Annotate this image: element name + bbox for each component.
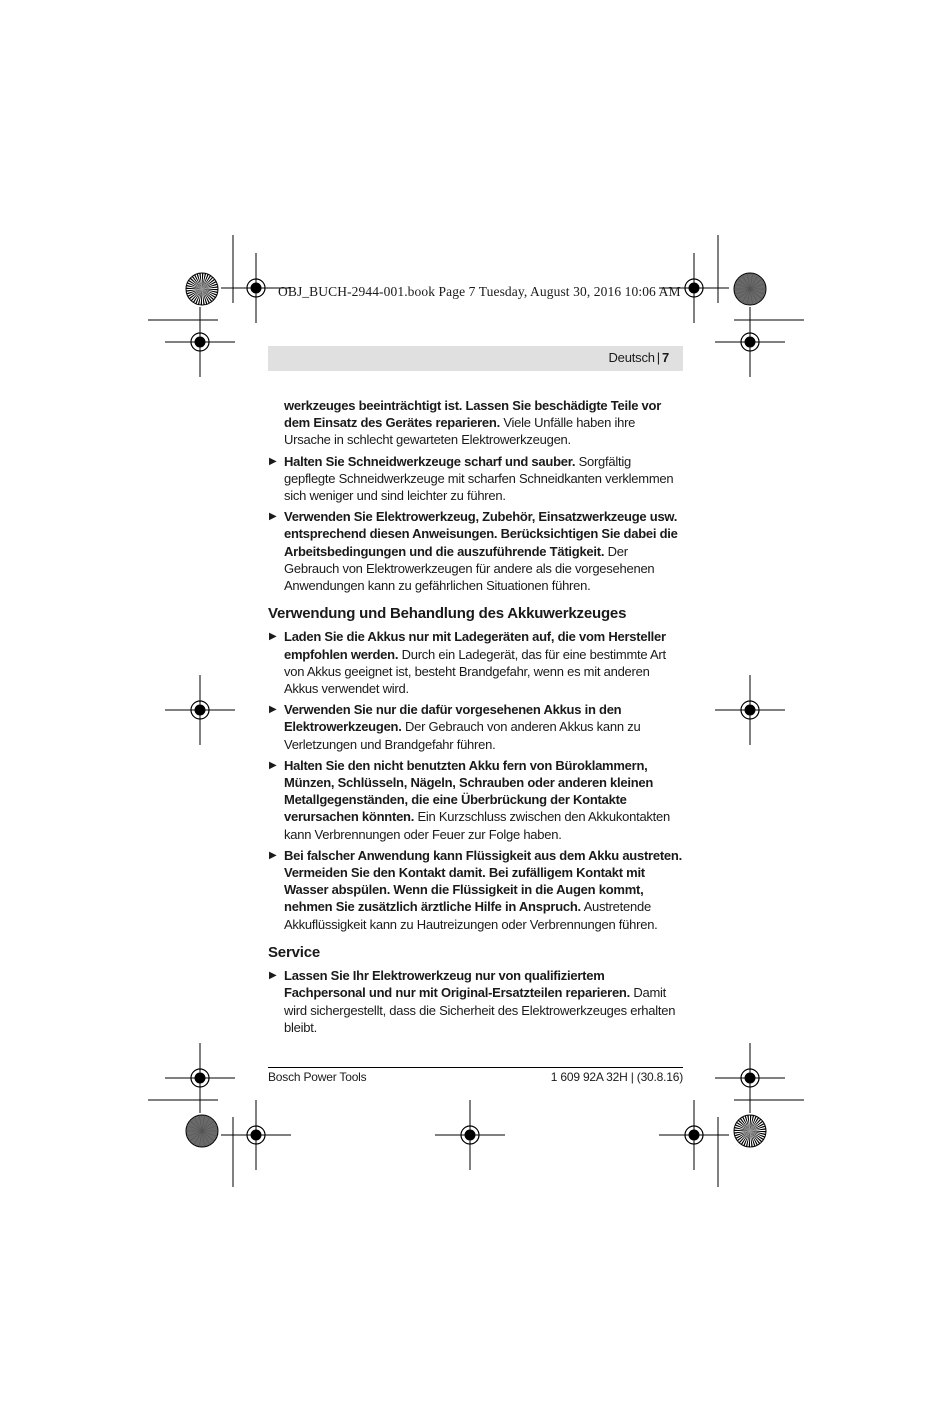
paragraph-text: Viele Unfälle haben ihre Ursache in schlecht gewarteten Elektrowerkzeugen. [284, 415, 636, 448]
paragraph-bold: Verwenden Sie nur die dafür vorgesehenen Akkus in den Elektrowerkzeugen. [284, 702, 622, 735]
list-item [269, 453, 683, 505]
list-item [269, 701, 683, 753]
paragraph-bold: Bei falscher Anwendung kann Flüssigkeit aus dem Akku austreten. Vermeiden Sie den Kontakt damit. Bei zufälligem Kontakt mit Wasser abspülen. Wenn die Flüssigkeit in die Augen kommt, nehmen Sie zusätzlich ärztliche Hilfe in Anspruch. [284, 847, 682, 915]
registration-mark-icon [165, 1043, 235, 1113]
registration-mark-icon [715, 675, 785, 745]
paragraph-bold: Laden Sie die Akkus nur mit Ladegeräten auf, die vom Hersteller empfohlen werden. [284, 629, 666, 662]
bullet-arrow-icon: ▶ [269, 631, 277, 643]
registration-mark-icon [715, 307, 785, 377]
bullet-arrow-icon: ▶ [269, 511, 277, 523]
bullet-arrow-icon: ▶ [269, 849, 277, 861]
bullet-arrow-icon: ▶ [269, 455, 277, 467]
list-item [269, 847, 683, 933]
registration-mark-icon [165, 307, 235, 377]
header-separator: | [656, 350, 660, 365]
bullet-arrow-icon: ▶ [269, 970, 277, 982]
grey-wheel-icon [186, 1115, 218, 1147]
grey-wheel-icon [734, 273, 766, 305]
paragraph-bold: Verwenden Sie Elektrowerkzeug, Zubehör, Einsatzwerkzeuge usw. entsprechend diesen Anweisungen. Berücksichtigen Sie dabei die Arbeitsbedingungen und die auszuführende Tätigkeit. [284, 509, 678, 559]
list-item [269, 508, 683, 594]
paragraph-bold: Halten Sie den nicht benutzten Akku fern von Büroklammern, Münzen, Schlüsseln, Nägeln, Schrauben oder anderen kleinen Metallgegenständen, die eine Überbrückung der Kontakte verursachen könnten. [284, 757, 654, 825]
slug-line: OBJ_BUCH-2944-001.book Page 7 Tuesday, August 30, 2016 10:06 AM [278, 284, 681, 299]
bullet-arrow-icon: ▶ [269, 704, 277, 716]
paragraph-text: Durch ein Ladegerät, das für eine bestimmte Art von Akkus geeignet ist, besteht Brandgefahr, wenn es mit anderen Akkus verwendet wird. [284, 646, 666, 697]
page-number: 7 [661, 350, 669, 365]
bullet-arrow-icon: ▶ [269, 759, 277, 771]
paragraph-text: Austretende Akkuflüssigkeit kann zu Hautreizungen oder Verbrennungen führen. [284, 899, 658, 932]
paragraph-text: Ein Kurzschluss zwischen den Akkukontakten kann Verbrennungen oder Feuer zur Folge haben. [284, 809, 670, 842]
paragraph-text: Damit wird sichergestellt, dass die Sicherheit des Elektrowerkzeuges erhalten bleibt. [284, 985, 676, 1035]
page-header [268, 346, 683, 371]
paragraph-text: Sorgfältig gepflegte Schneidwerkzeuge mit scharfen Schneidkanten verklemmen sich weniger und sind leichter zu führen. [284, 453, 674, 504]
registration-mark-icon [165, 675, 235, 745]
list-item [269, 757, 683, 843]
footer-doc-number: 1 609 92A 32H | (30.8.16) [550, 1070, 683, 1084]
footer-brand: Bosch Power Tools [268, 1070, 367, 1084]
list-item [269, 967, 683, 1036]
paragraph-bold: werkzeuges beeinträchtigt ist. Lassen Sie beschädigte Teile vor dem Einsatz des Gerätes reparieren. [284, 398, 662, 431]
registration-mark-icon [221, 1100, 291, 1170]
star-target-icon [734, 1115, 766, 1147]
section-heading: Verwendung und Behandlung des Akkuwerkzeuges [268, 605, 627, 623]
star-target-icon [186, 273, 218, 305]
paragraph-bold: Lassen Sie Ihr Elektrowerkzeug nur von qualifiziertem Fachpersonal und nur mit Original-Ersatzteilen reparieren. [284, 968, 630, 1001]
paragraph-bold: Halten Sie Schneidwerkzeuge scharf und sauber. [284, 453, 576, 469]
section-heading: Service [268, 943, 320, 961]
registration-mark-icon [715, 1043, 785, 1113]
paragraph-text: Der Gebrauch von anderen Akkus kann zu Verletzungen und Brandgefahr führen. [284, 719, 641, 752]
paragraph-text: Der Gebrauch von Elektrowerkzeugen für andere als die vorgesehenen Anwendungen kann zu gefährlichen Situationen führen. [284, 543, 655, 594]
registration-mark-icon [435, 1100, 505, 1170]
header-language: Deutsch [608, 350, 655, 365]
paragraph-continued [284, 397, 683, 449]
body-content [268, 397, 683, 1040]
list-item [269, 628, 683, 697]
footer-rule [268, 1067, 683, 1068]
